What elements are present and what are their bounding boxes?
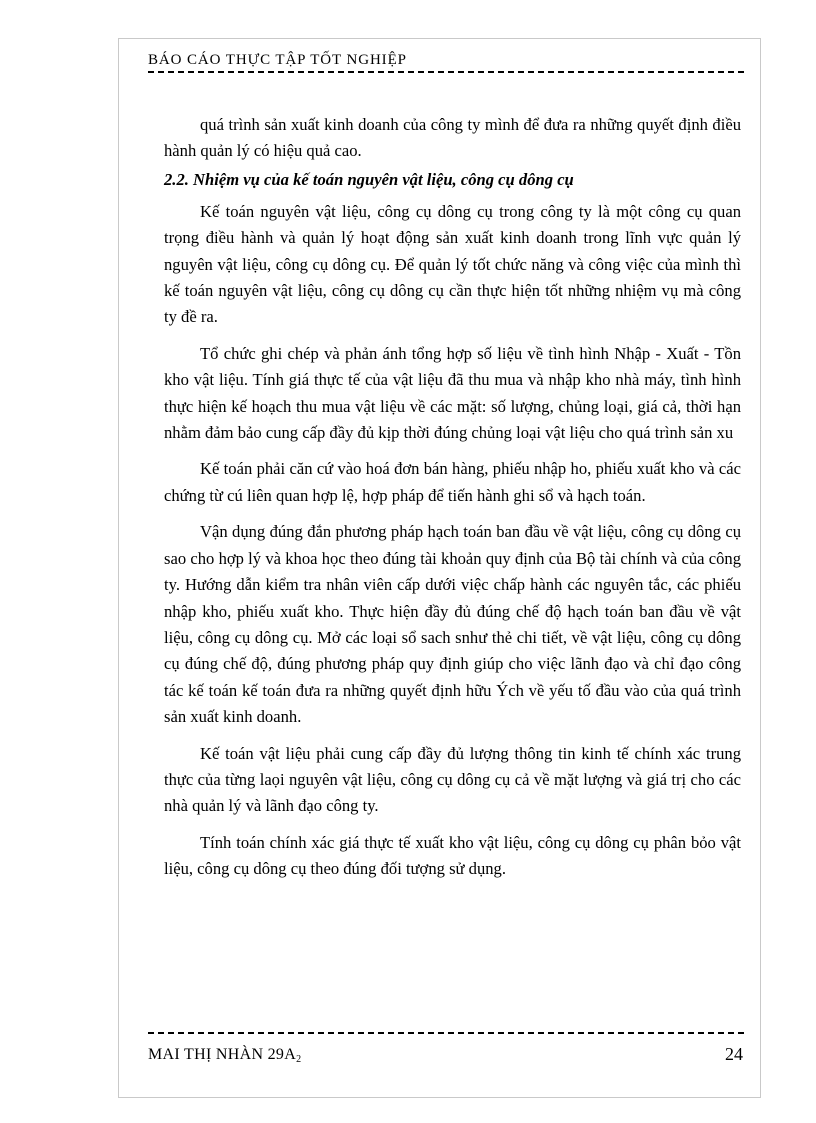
header-divider <box>148 71 744 73</box>
author-subscript: 2 <box>296 1054 302 1065</box>
continuation-paragraph: quá trình sản xuất kinh doanh của công ty mình để đưa ra những quyết định điều hành quản lý có hiệu quả cao. <box>164 115 741 161</box>
section-heading: 2.2. Nhiệm vụ của kế toán nguyên vật liệu, công cụ dông cụ <box>164 169 574 189</box>
page-footer <box>148 1026 761 1076</box>
page-header <box>148 50 744 70</box>
body-paragraph: Kế toán nguyên vật liệu, công cụ dông cụ trong công ty là một công cụ quan trọng điều hành và quản lý hoạt động sản xuất kinh doanh trong lĩnh vực quản lý nguyên vật liệu, công cụ dông cụ. Để quản lý tốt chức năng và công việc của mình thì kế toán nguyên vật liệu, công cụ dông cụ cần thực hiện tốt những nhiệm vụ mà công ty đề ra. <box>164 201 741 327</box>
body-paragraph: Tính toán chính xác giá thực tế xuất kho vật liệu, công cụ dông cụ phân bỏo vật liệu, công cụ dông cụ theo đúng đối tượng sử dụng. <box>164 832 741 879</box>
body-paragraph: Kế toán phải căn cứ vào hoá đơn bán hàng, phiếu nhập ho, phiếu xuất kho và các chứng từ cú liên quan hợp lệ, hợp pháp để tiến hành ghi sổ và hạch toán. <box>164 459 741 505</box>
document-body <box>164 112 741 893</box>
header-title: BÁO CÁO THỰC TẬP TỐT NGHIỆP <box>148 52 407 68</box>
body-paragraph: Kế toán vật liệu phải cung cấp đầy đủ lượng thông tin kinh tế chính xác trung thực của từng laọi nguyên vật liệu, công cụ dông cụ cả về mặt lượng và giá trị cho các nhà quản lý và lãnh đạo công ty. <box>164 743 741 816</box>
footer-author <box>148 1046 301 1065</box>
page-number: 24 <box>725 1044 743 1064</box>
author-name: MAI THỊ NHÀN 29A <box>148 1046 297 1063</box>
body-paragraph: Vận dụng đúng đắn phương pháp hạch toán ban đầu về vật liệu, công cụ dông cụ sao cho hợp lý và khoa học theo đúng tài khoản quy định của Bộ tài chính và của công ty. Hướng dẫn kiểm tra nhân viên cấp dưới việc chấp hành các nguyên tắc, các phiếu nhập kho, phiếu xuất kho. Thực hiện đầy đủ đúng chế độ hạch toán ban đầu về vật liệu, công cụ dông cụ. Mở các loại sổ sach snhư thẻ chi tiết, về vật liệu, công cụ dông cụ đúng chế độ, đúng phương pháp quy định giúp cho việc lãnh đạo và chỉ đạo công tác kế toán kế toán đưa ra những quyết định hữu Ých về yếu tố đầu vào của quá trình sản xuất kinh doanh. <box>164 522 741 727</box>
body-paragraph: Tổ chức ghi chép và phản ánh tổng hợp số liệu về tình hình Nhập - Xuất - Tồn kho vật liệu. Tính giá thực tế của vật liệu đã thu mua và nhập kho nhà máy, tình hình thực hiện kế hoạch thu mua vật liệu về các mặt: số lượng, chủng loại, giá cả, thời hạn nhằm đảm bảo cung cấp đầy đủ kịp thời đúng chủng loại vật liệu cho quá trình sản xu <box>164 343 741 443</box>
footer-divider <box>148 1032 744 1034</box>
